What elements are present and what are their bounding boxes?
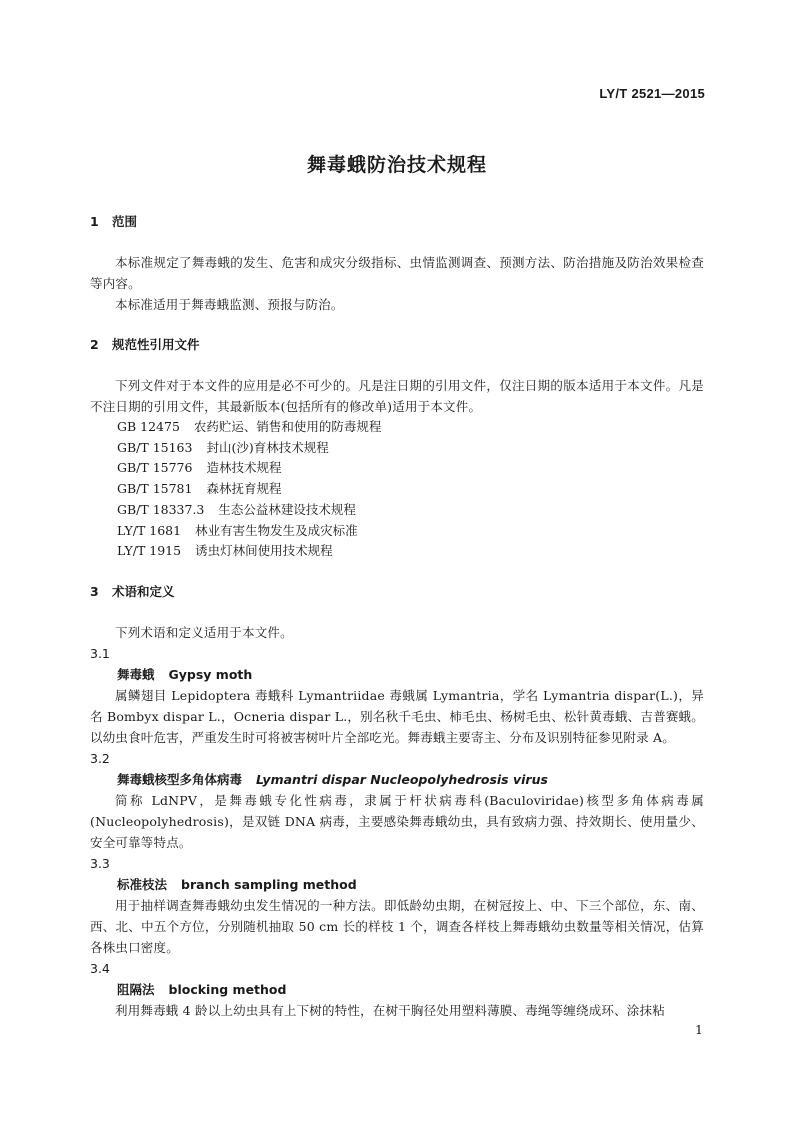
reference-code: GB 12475	[117, 419, 180, 434]
section-heading-scope	[90, 212, 704, 232]
term-definition: 简称 LdNPV，是舞毒蛾专化性病毒，隶属于杆状病毒科(Baculoviridae)核型多角体病毒属(Nucleopolyhedrosis)，是双链 DNA 病毒，主要感染舞毒蛾幼虫，具有致病力强、持效期长、使用量少、安全可靠等特点。	[90, 792, 704, 850]
section-number: 1	[90, 214, 99, 229]
reference-code: LY/T 1915	[117, 543, 182, 559]
term-en: blocking method	[168, 981, 287, 997]
paragraph: 本标准适用于舞毒蛾监测、预报与防治。	[115, 297, 344, 312]
page-number: 1	[695, 1022, 703, 1037]
reference-title: 生态公益林建设技术规程	[218, 501, 356, 517]
term-heading	[90, 769, 704, 790]
reference-title: 农药贮运、销售和使用的防毒规程	[193, 419, 382, 434]
section-title: 术语和定义	[112, 583, 175, 599]
document-body	[90, 212, 704, 1021]
term-definition: 属鳞翅目 Lepidoptera 毒蛾科 Lymantriidae 毒蛾属 Lymantria，学名 Lymantria dispar(L.)，异名 Bombyx dispar L.，Ocneria dispar L.，别名秋千毛虫、柿毛虫、杨树毛虫、松针黄毒蛾、吉普赛蛾。以幼虫食叶危害，严重发生时可将被害树叶片全部吃光。舞毒蛾主要寄主、分布及识别特征参见附录 A。	[90, 687, 704, 745]
reference-code: GB/T 15781	[117, 481, 193, 497]
term-en: Lymantri dispar Nucleopolyhedrosis virus	[256, 771, 548, 787]
reference-item	[90, 479, 704, 500]
reference-code: GB/T 15776	[117, 460, 193, 476]
term-heading	[90, 979, 704, 1000]
section-number: 3	[90, 583, 99, 599]
reference-title: 封山(沙)育林技术规程	[206, 439, 329, 455]
term-definition: 用于抽样调查舞毒蛾幼虫发生情况的一种方法。即低龄幼虫期，在树冠按上、中、下三个部位，东、南、西、北、中五个方位，分别随机抽取 50 cm 长的样枝 1 个，调查各样枝上舞毒蛾幼虫数量等相关情况，估算各株虫口密度。	[90, 897, 704, 955]
reference-title: 诱虫灯林间使用技术规程	[195, 543, 333, 559]
paragraph: 下列文件对于本文件的应用是必不可少的。凡是注日期的引用文件，仅注日期的版本适用于本文件。凡是不注日期的引用文件，其最新版本(包括所有的修改单)适用于本文件。	[90, 378, 704, 414]
reference-item	[90, 541, 704, 562]
clause-number: 3.1	[90, 645, 110, 661]
reference-code: LY/T 1681	[117, 522, 182, 538]
term-definition: 利用舞毒蛾 4 龄以上幼虫具有上下树的特性，在树干胸径处用塑料薄膜、毒绳等缠绕成环、涂抹粘	[115, 1002, 665, 1018]
term-heading	[90, 664, 704, 685]
reference-item	[90, 521, 704, 542]
reference-item	[90, 458, 704, 479]
clause-number: 3.4	[90, 960, 110, 976]
reference-title: 森林抚育规程	[206, 481, 282, 497]
reference-code: GB/T 18337.3	[117, 501, 205, 517]
standard-code: LY/T 2521—2015	[599, 86, 705, 101]
clause-number: 3.3	[90, 855, 110, 871]
term-en: Gypsy moth	[168, 666, 253, 682]
section-number: 2	[90, 337, 99, 352]
term-zh: 舞毒蛾核型多角体病毒	[117, 771, 243, 787]
section-title: 范围	[112, 214, 138, 229]
document-title: 舞毒蛾防治技术规程	[306, 154, 487, 176]
paragraph: 本标准规定了舞毒蛾的发生、危害和成灾分级指标、虫情监测调查、预测方法、防治措施及防治效果检查等内容。	[90, 255, 704, 291]
term-zh: 阻隔法	[117, 981, 155, 997]
section-heading-normative-references	[90, 335, 704, 355]
reference-item	[90, 500, 704, 521]
term-zh: 舞毒蛾	[117, 666, 155, 682]
section-title: 规范性引用文件	[112, 337, 200, 352]
term-zh: 标准枝法	[117, 876, 168, 892]
section-heading-terms-definitions	[90, 582, 704, 602]
reference-item	[90, 417, 704, 438]
term-en: branch sampling method	[181, 876, 357, 892]
paragraph: 下列术语和定义适用于本文件。	[115, 624, 293, 640]
reference-item	[90, 438, 704, 459]
reference-code: GB/T 15163	[117, 439, 193, 455]
term-heading	[90, 874, 704, 895]
reference-title: 林业有害生物发生及成灾标准	[195, 522, 358, 538]
clause-number: 3.2	[90, 750, 110, 766]
reference-title: 造林技术规程	[206, 460, 282, 476]
